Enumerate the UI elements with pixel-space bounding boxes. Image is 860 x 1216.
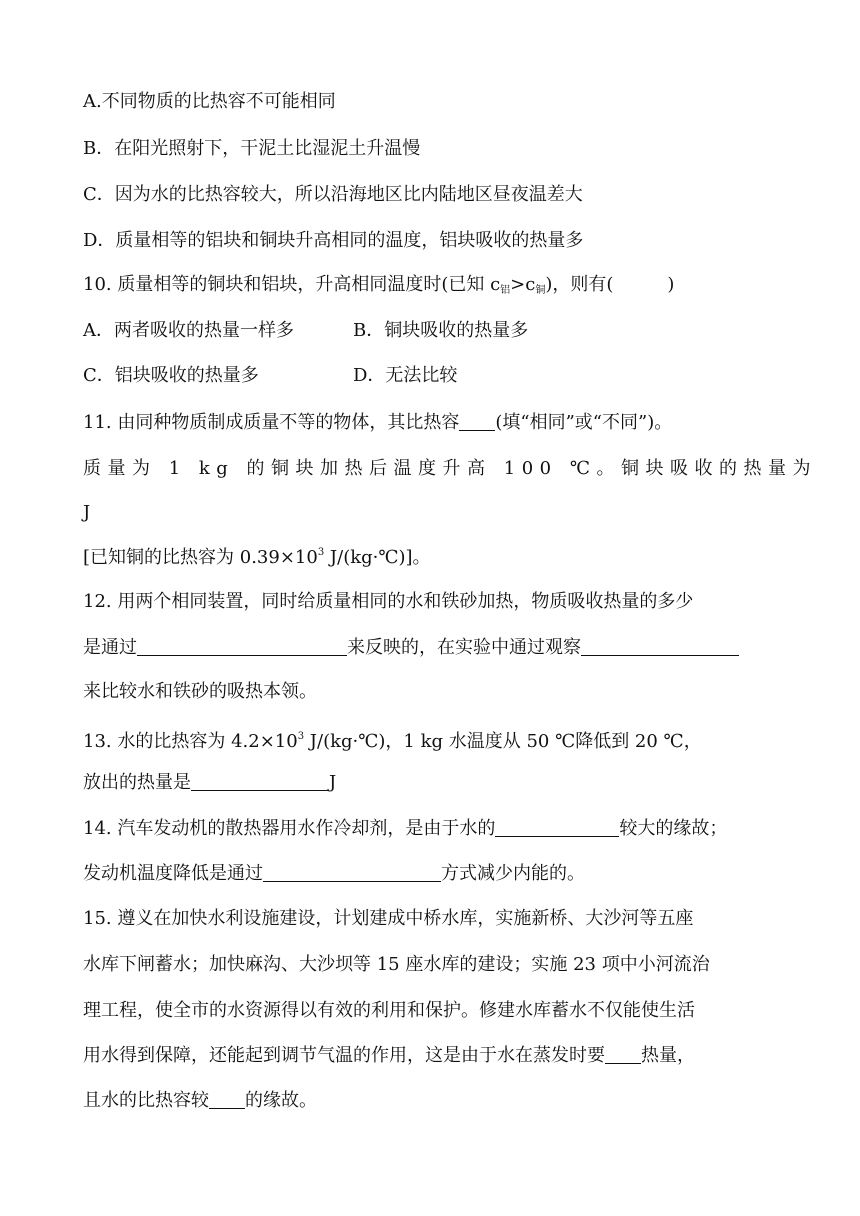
q12-line-2 xyxy=(83,635,739,661)
q14-text-d: 方式减少内能的。 xyxy=(441,863,585,884)
q11-line-1 xyxy=(83,410,672,436)
q11-line-2: 质量为 1 kg 的铜块加热后温度升高 100 ℃。铜块吸收的热量为 xyxy=(83,458,817,479)
q12-text-a: 是通过 xyxy=(83,637,137,658)
q11-line-4 xyxy=(83,540,431,566)
q11-blank-1[interactable] xyxy=(459,412,495,431)
q13-blank[interactable] xyxy=(191,772,329,791)
q10-stem-text-b: )，则有( xyxy=(545,274,614,295)
q14-text-b: 较大的缘故； xyxy=(619,818,728,839)
q10-subscript-al: 铝 xyxy=(500,285,511,296)
q15-blank-2[interactable] xyxy=(209,1090,245,1109)
q15-text-c: 且水的比热容较 xyxy=(83,1090,209,1111)
q10-stem xyxy=(83,272,674,298)
q15-line-5 xyxy=(83,1088,317,1114)
q15-line-3: 理工程，使全市的水资源得以有效的利用和保护。修建水库蓄水不仅能使生活 xyxy=(83,1000,695,1021)
q11-superscript: 3 xyxy=(317,547,325,558)
q12-line-1: 12. 用两个相同装置，同时给质量相同的水和铁砂加热，物质吸收热量的多少 xyxy=(83,591,694,612)
q15-text-a: 用水得到保障，还能起到调节气温的作用，这是由于水在蒸发时要 xyxy=(83,1045,605,1066)
q13-text-b: J/(kg·℃)，1 kg 水温度从 50 ℃降低到 20 ℃， xyxy=(304,731,702,752)
q14-text-a: 14. 汽车发动机的散热器用水作冷却剂，是由于水的 xyxy=(83,818,496,839)
q10-subscript-cu: 铜 xyxy=(535,285,546,296)
q9-option-b: B．在阳光照射下，干泥土比湿泥土升温慢 xyxy=(83,138,421,159)
q12-blank-1[interactable] xyxy=(137,637,347,656)
q13-superscript: 3 xyxy=(297,731,305,742)
q13-text-a: 13. 水的比热容为 4.2×10 xyxy=(83,731,298,752)
q15-text-b: 热量， xyxy=(641,1045,695,1066)
q13-text-c: 放出的热量是 xyxy=(83,772,191,793)
q12-text-b: 来反映的，在实验中通过观察 xyxy=(347,637,581,658)
q11-line-3: J xyxy=(83,502,91,523)
q14-blank-2[interactable] xyxy=(263,863,441,882)
q10-stem-text-c: ) xyxy=(667,274,675,295)
q15-line-4 xyxy=(83,1043,695,1069)
q13-line-2 xyxy=(83,770,336,796)
q10-stem-text-a: 10. 质量相等的铜块和铝块，升高相同温度时(已知 c xyxy=(83,274,501,295)
q14-line-1 xyxy=(83,816,727,842)
q10-stem-mid: >c xyxy=(510,274,536,295)
q15-line-2: 水库下闸蓄水；加快麻沟、大沙坝等 15 座水库的建设；实施 23 项中小河流治 xyxy=(83,954,710,975)
q12-line-3: 来比较水和铁砂的吸热本领。 xyxy=(83,681,317,702)
q14-blank-1[interactable] xyxy=(495,818,619,837)
q10-option-d: D．无法比较 xyxy=(353,365,458,386)
q13-line-1 xyxy=(83,724,702,750)
q10-option-a: A．两者吸收的热量一样多 xyxy=(83,320,294,341)
q15-blank-1[interactable] xyxy=(605,1045,641,1064)
q9-option-a: A.不同物质的比热容不可能相同 xyxy=(83,91,336,112)
q11-text-d: J/(kg·℃)]。 xyxy=(324,547,431,568)
q13-text-d: J xyxy=(329,772,337,793)
q11-text-a: 11. 由同种物质制成质量不等的物体，其比热容 xyxy=(83,412,460,433)
q14-text-c: 发动机温度降低是通过 xyxy=(83,863,263,884)
q12-blank-2[interactable] xyxy=(581,637,739,656)
q11-text-b: (填“相同”或“不同”)。 xyxy=(495,412,673,433)
q15-text-d: 的缘故。 xyxy=(245,1090,317,1111)
q10-option-b: B．铜块吸收的热量多 xyxy=(353,320,529,341)
q9-option-c: C．因为水的比热容较大，所以沿海地区比内陆地区昼夜温差大 xyxy=(83,184,583,205)
q10-option-c: C．铝块吸收的热量多 xyxy=(83,365,259,386)
q15-line-1: 15. 遵义在加快水利设施建设，计划建成中桥水库，实施新桥、大沙河等五座 xyxy=(83,908,694,929)
q14-line-2 xyxy=(83,861,585,887)
q9-option-d: D．质量相等的铝块和铜块升高相同的温度，铝块吸收的热量多 xyxy=(83,230,584,251)
q11-text-c: [已知铜的比热容为 0.39×10 xyxy=(83,547,318,568)
